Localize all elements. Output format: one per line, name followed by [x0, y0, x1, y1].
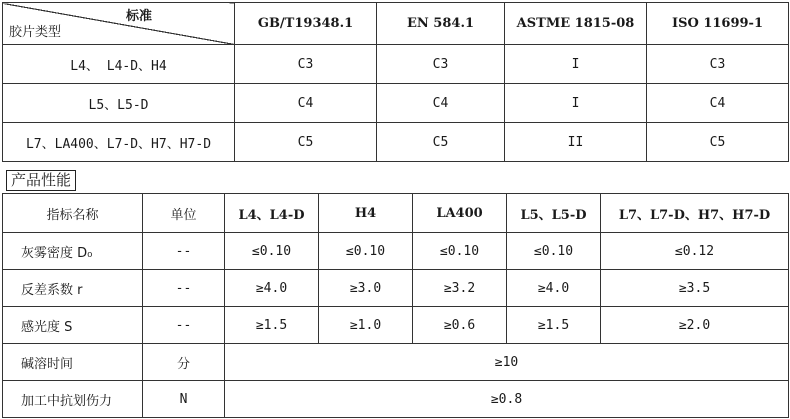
- indicator-name: 碱溶时间: [3, 344, 143, 381]
- table-row: [3, 84, 789, 123]
- table-header-row: [3, 194, 789, 233]
- header-astm: ASTME 1815-08: [505, 3, 647, 45]
- value-cell: I: [505, 84, 647, 123]
- performance-table: [2, 193, 789, 418]
- table-row: [3, 233, 789, 270]
- header-l5: L5、L5-D: [507, 194, 601, 233]
- header-unit: 单位: [143, 194, 225, 233]
- value-cell: ≤0.10: [319, 233, 413, 270]
- header-la400: LA400: [413, 194, 507, 233]
- value-cell: ≥3.5: [601, 270, 789, 307]
- header-iso: ISO 11699-1: [647, 3, 789, 45]
- value-cell: C3: [235, 45, 377, 84]
- indicator-name: 反差系数 r: [3, 270, 143, 307]
- value-cell: ≥1.0: [319, 307, 413, 344]
- value-cell: C5: [235, 123, 377, 162]
- table-row: [3, 344, 789, 381]
- value-cell: C5: [377, 123, 505, 162]
- value-cell: C3: [377, 45, 505, 84]
- film-type-cell: L4、 L4-D、H4: [3, 45, 235, 84]
- value-cell: ≥4.0: [507, 270, 601, 307]
- header-l4: L4、L4-D: [225, 194, 319, 233]
- film-standards-table: [2, 2, 789, 162]
- unit-cell: --: [143, 270, 225, 307]
- value-cell: C4: [377, 84, 505, 123]
- section-title: 产品性能: [6, 170, 76, 191]
- value-cell: ≥4.0: [225, 270, 319, 307]
- value-cell: C4: [235, 84, 377, 123]
- value-cell: ≥3.0: [319, 270, 413, 307]
- table-header-row: [3, 3, 789, 45]
- diagonal-header-cell: [3, 3, 235, 45]
- value-cell: C3: [647, 45, 789, 84]
- value-cell: C5: [647, 123, 789, 162]
- value-cell: ≥0.6: [413, 307, 507, 344]
- unit-cell: --: [143, 307, 225, 344]
- indicator-name: 感光度 S: [3, 307, 143, 344]
- film-type-cell: L7、LA400、L7-D、H7、H7-D: [3, 123, 235, 162]
- value-cell: I: [505, 45, 647, 84]
- header-en: EN 584.1: [377, 3, 505, 45]
- value-cell: ≤0.10: [225, 233, 319, 270]
- value-cell: ≤0.10: [413, 233, 507, 270]
- header-gb: GB/T19348.1: [235, 3, 377, 45]
- header-h4: H4: [319, 194, 413, 233]
- unit-cell: --: [143, 233, 225, 270]
- merged-value-cell: ≥0.8: [225, 381, 789, 418]
- value-cell: II: [505, 123, 647, 162]
- film-type-cell: L5、L5-D: [3, 84, 235, 123]
- table-row: [3, 45, 789, 84]
- header-l7: L7、L7-D、H7、H7-D: [601, 194, 789, 233]
- standard-label: 标准: [125, 9, 152, 24]
- indicator-name: 加工中抗划伤力: [3, 381, 143, 418]
- value-cell: ≥3.2: [413, 270, 507, 307]
- value-cell: ≥1.5: [507, 307, 601, 344]
- value-cell: ≤0.12: [601, 233, 789, 270]
- film-type-label: 胶片类型: [9, 25, 62, 40]
- value-cell: ≥1.5: [225, 307, 319, 344]
- table-row: [3, 123, 789, 162]
- value-cell: ≥2.0: [601, 307, 789, 344]
- value-cell: C4: [647, 84, 789, 123]
- unit-cell: N: [143, 381, 225, 418]
- header-indicator: 指标名称: [3, 194, 143, 233]
- table-row: [3, 381, 789, 418]
- value-cell: ≤0.10: [507, 233, 601, 270]
- table-row: [3, 307, 789, 344]
- merged-value-cell: ≥10: [225, 344, 789, 381]
- unit-cell: 分: [143, 344, 225, 381]
- indicator-name: 灰雾密度 D₀: [3, 233, 143, 270]
- table-row: [3, 270, 789, 307]
